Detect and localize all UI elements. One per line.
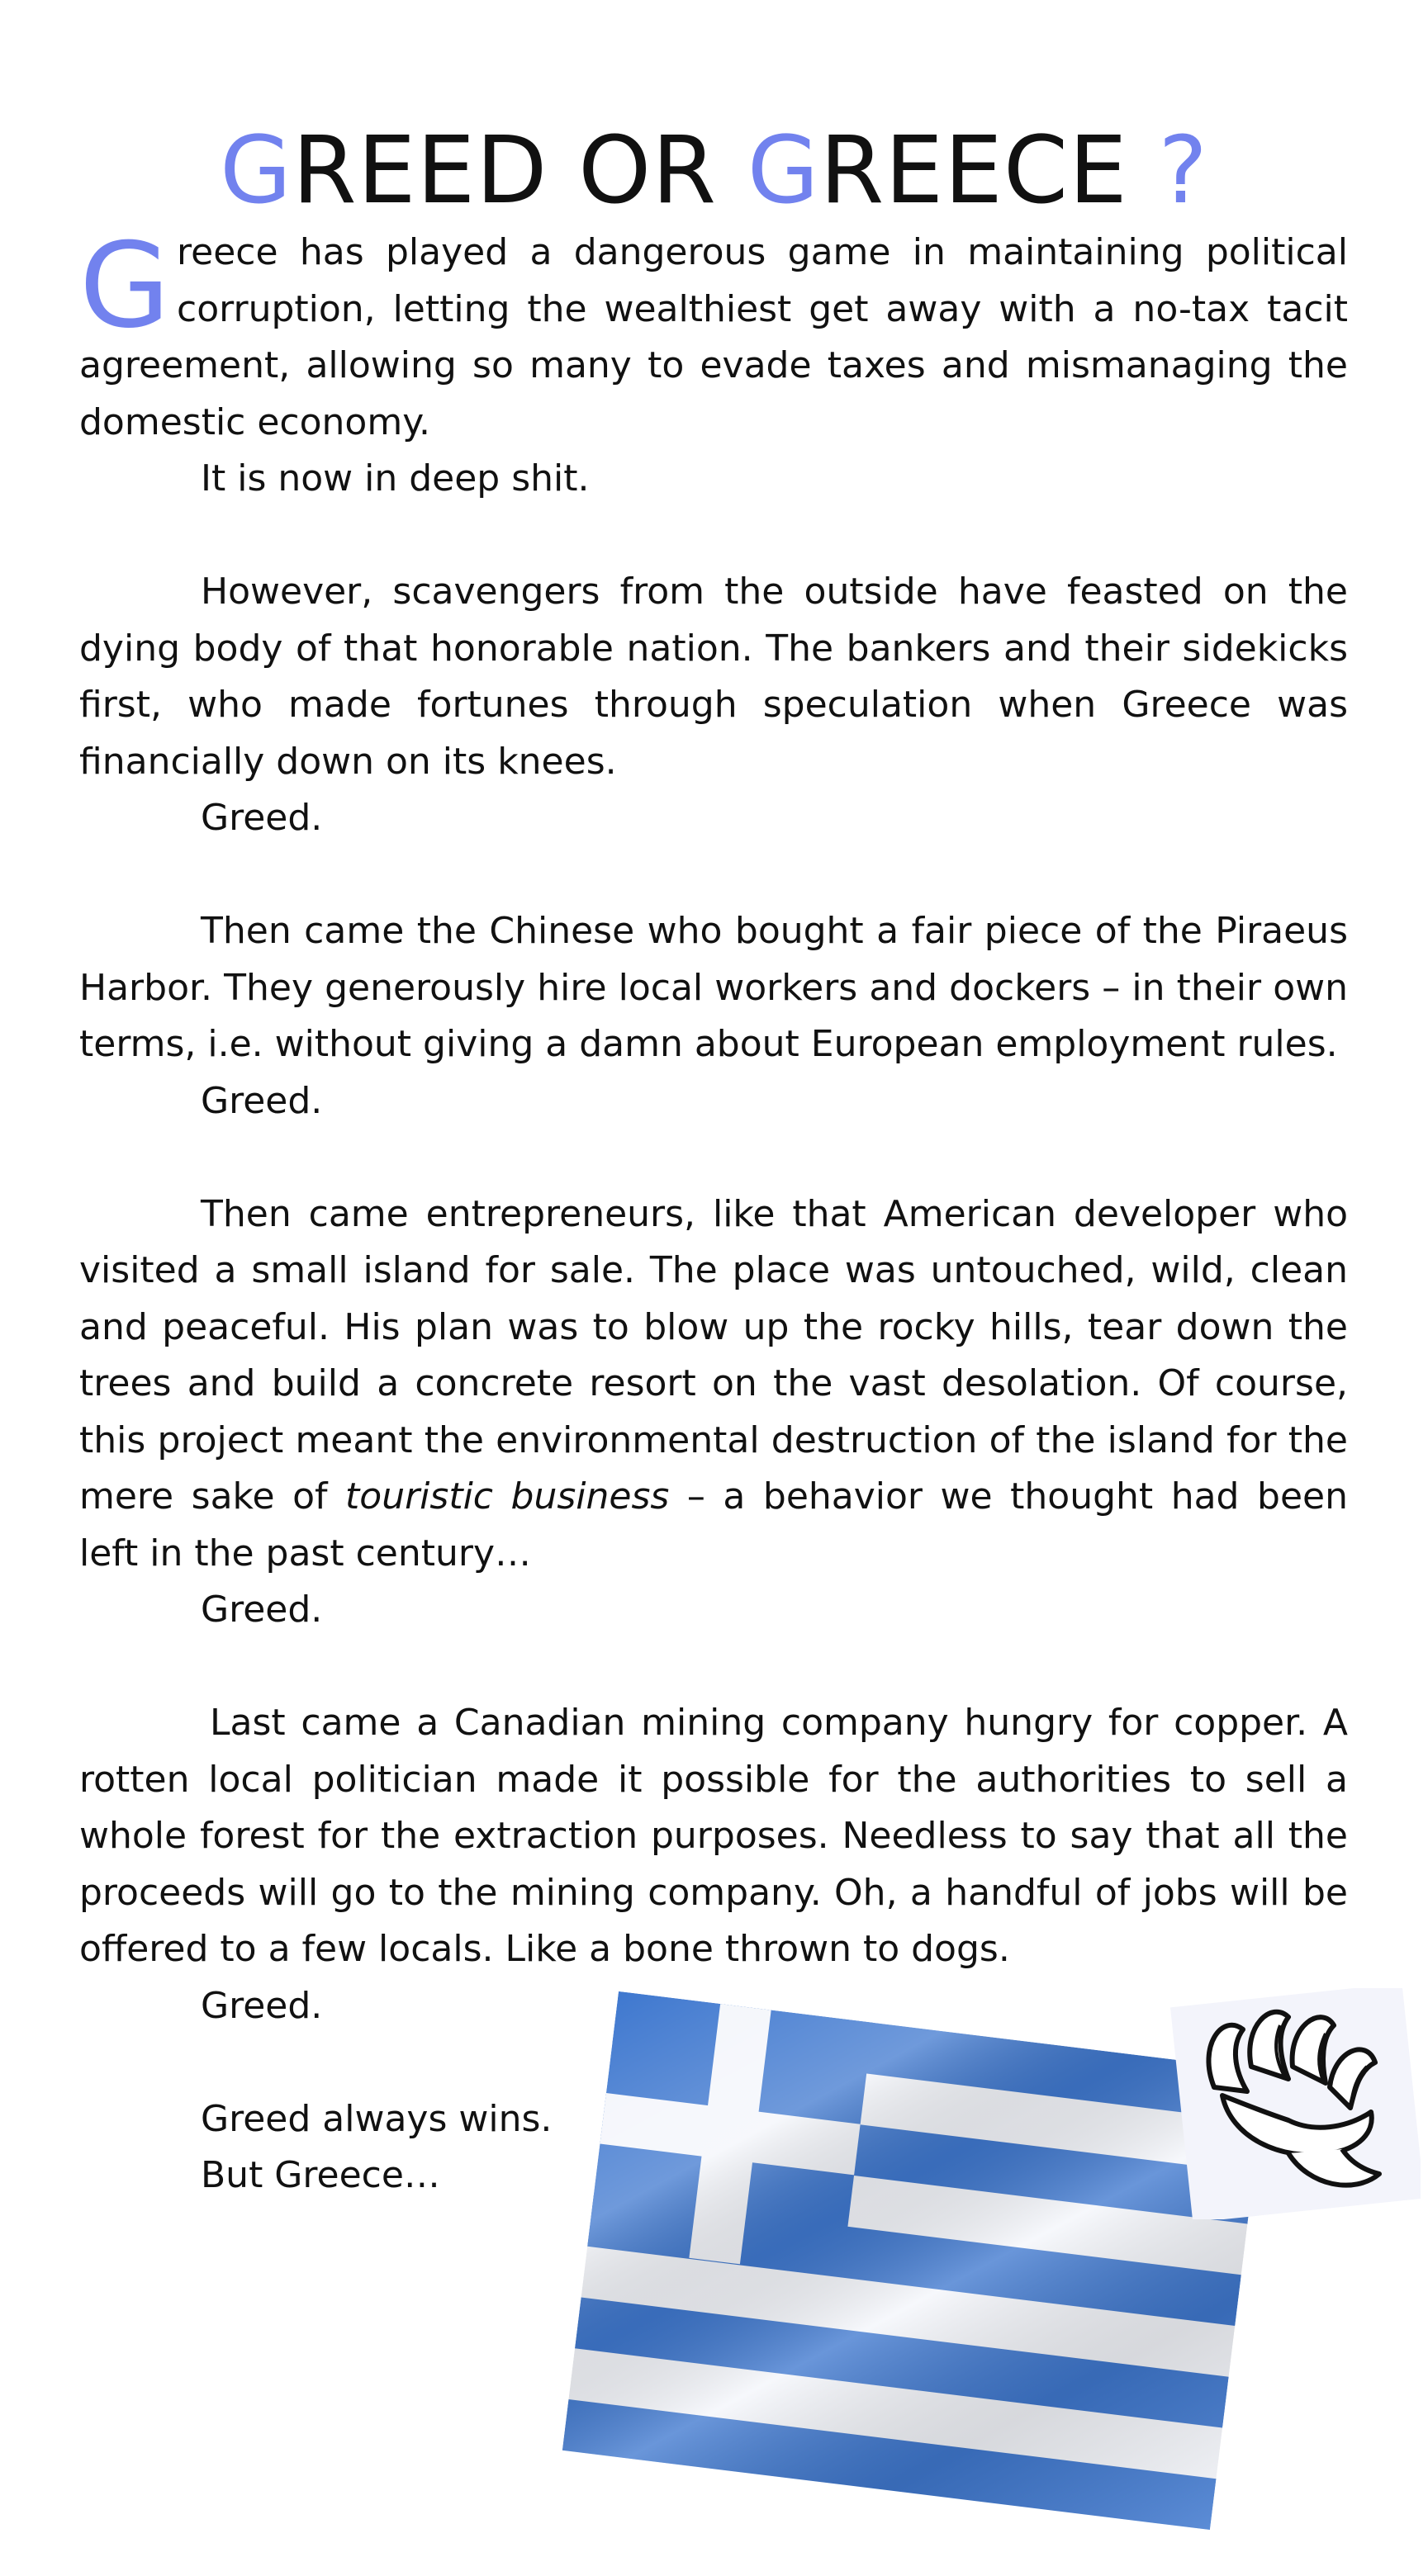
paragraph-4 xyxy=(79,1186,1348,1583)
greek-flag-image xyxy=(562,1991,1266,2530)
page-title xyxy=(0,113,1428,229)
greed-line-1: Greed. xyxy=(201,797,323,839)
drop-cap: G xyxy=(79,218,171,354)
paragraph-3: Then came the Chinese who bought a fair piece of the Piraeus Harbor. They generously hire local workers and dockers – in their own terms, i.e. without giving a damn about European employment rules. xyxy=(79,910,1348,1065)
greed-line-4: Greed. xyxy=(201,1984,323,2027)
paragraph-4-text-b: – a behavior we thought had been left in the past century… xyxy=(79,1475,1348,1574)
closing-line-1: Greed always wins. xyxy=(201,2097,553,2140)
paragraph-1-text: reece has played a dangerous game in maintaining political corruption, letting the wealthiest get away with a no-tax tacit agreement, allowing so many to evade taxes and mismanaging the domestic economy. xyxy=(79,231,1348,443)
article-body xyxy=(79,218,1348,2204)
title-word-greece: REECE xyxy=(819,117,1128,225)
title-question-mark: ? xyxy=(1158,117,1208,225)
paragraph-1-follow: It is now in deep shit. xyxy=(201,457,590,500)
greed-line-3: Greed. xyxy=(201,1589,323,1631)
title-word-or: OR xyxy=(578,117,718,225)
title-word-greed: REED xyxy=(292,117,548,225)
title-initial-g2: G xyxy=(747,117,820,225)
paragraph-2: However, scavengers from the outside have feasted on the dying body of that honorable nation. The bankers and their sidekicks first, who made fortunes through speculation when Greece was financially down on its knees. xyxy=(79,571,1348,783)
paragraph-1 xyxy=(79,218,1348,451)
greed-line-2: Greed. xyxy=(201,1079,323,1122)
paragraph-5: Last came a Canadian mining company hungry for copper. A rotten local politician made it possible for the authorities to sell a whole forest for the extraction purposes. Needless to say that all the proceeds will go to the mining company. Oh, a handful of jobs will be offered to a few locals. Like a bone thrown to dogs. xyxy=(79,1702,1348,1970)
closing-line-2: But Greece… xyxy=(201,2154,440,2196)
paragraph-4-italic: touristic business xyxy=(345,1475,670,1518)
claw-illustration xyxy=(1165,1988,1421,2219)
paragraph-4-text-a: Then came entrepreneurs, like that American developer who visited a small island for sale. The place was untouched, wild, clean and peaceful. His plan was to blow up the rocky hills, tear down the trees and build a concrete resort on the vast desolation. Of course, this project meant the environmental destruction of the island for the mere sake of xyxy=(79,1192,1348,1518)
title-initial-g: G xyxy=(220,117,292,225)
